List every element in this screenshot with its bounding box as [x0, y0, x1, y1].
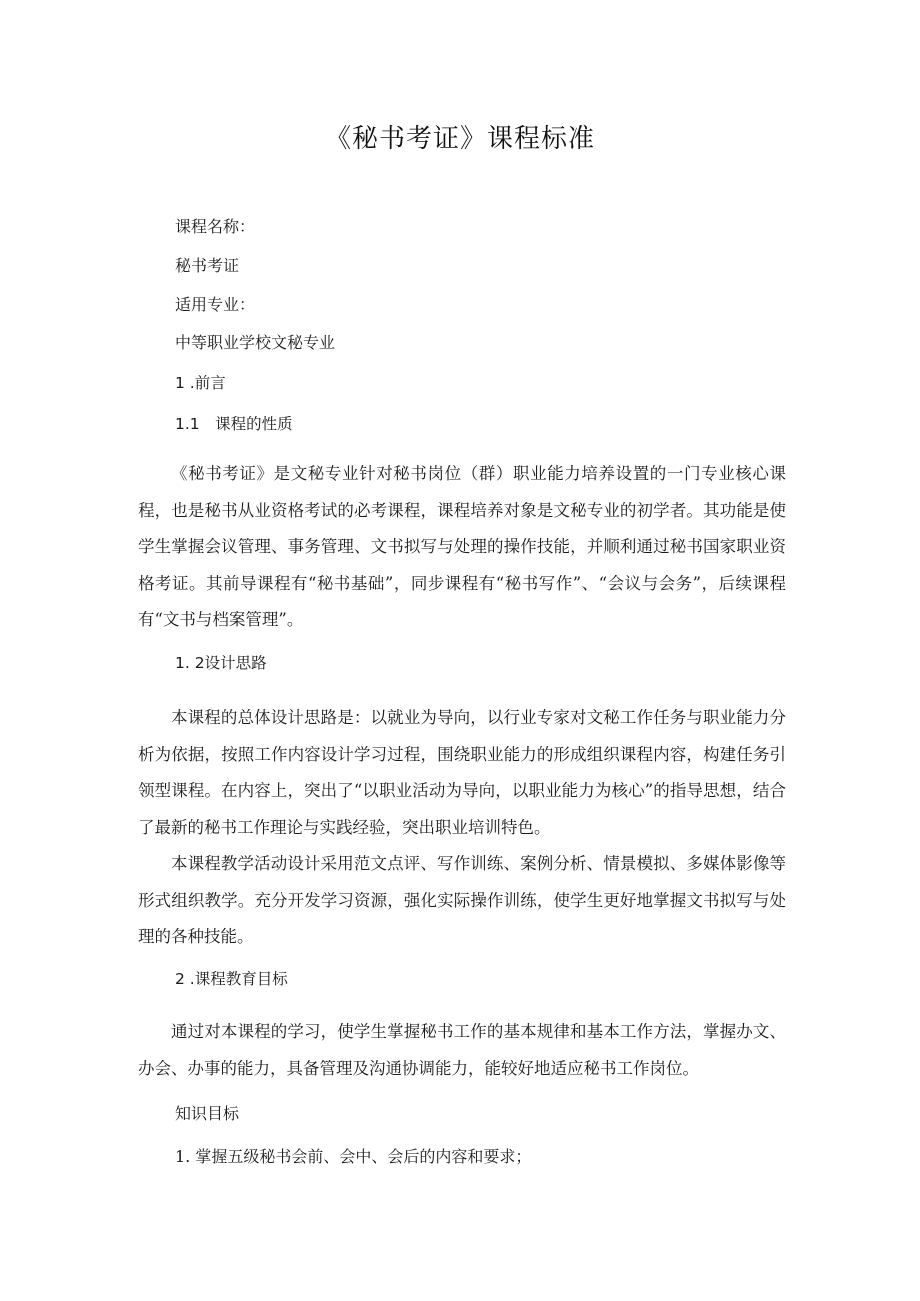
section-1-2-paragraph-2: 本课程教学活动设计采用范文点评、写作训练、案例分析、情景模拟、多媒体影像等形式组织教学。充分开发学习资源，强化实际操作训练，使学生更好地掌握文书拟写与处理的各种技能。	[138, 854, 786, 946]
major-value: 中等职业学校文秘专业	[175, 333, 336, 352]
knowledge-goal-item: 1. 掌握五级秘书会前、会中、会后的内容和要求；	[175, 1147, 532, 1166]
section-2-paragraph: 通过对本课程的学习，使学生掌握秘书工作的基本规律和基本工作方法，掌握办文、办会、办事的能力，具备管理及沟通协调能力，能较好地适应秘书工作岗位。	[138, 1022, 786, 1078]
course-name-label: 课程名称：	[175, 217, 256, 236]
section-1-2-paragraph-1: 本课程的总体设计思路是：以就业为导向，以行业专家对文秘工作任务与职业能力分析为依据，按照工作内容设计学习过程，围绕职业能力的形成组织课程内容，构建任务引领型课程。在内容上，突出了“以职业活动为导向，以职业能力为核心”的指导思想，结合了最新的秘书工作理论与实践经验，突出职业培训特色。	[138, 708, 786, 837]
major-label: 适用专业：	[175, 295, 256, 314]
course-name-value: 秘书考证	[175, 256, 240, 275]
section-2-heading: 2 .课程教育目标	[175, 970, 288, 988]
section-1-2-heading: 1. 2设计思路	[175, 654, 267, 672]
section-1-1-heading: 1.1 课程的性质	[175, 415, 293, 433]
knowledge-goal-label: 知识目标	[175, 1104, 240, 1123]
section-1-1-paragraph: 《秘书考证》是文秘专业针对秘书岗位（群）职业能力培养设置的一门专业核心课程，也是秘书从业资格考试的必考课程，课程培养对象是文秘专业的初学者。其功能是使学生掌握会议管理、事务管理、文书拟写与处理的操作技能，并顺利通过秘书国家职业资格考证。其前导课程有“秘书基础”，同步课程有“秘书写作”、“会议与会务”，后续课程有“文书与档案管理”。	[138, 464, 786, 629]
document-title: 《秘书考证》课程标准	[324, 124, 595, 154]
section-1-heading: 1 .前言	[175, 374, 226, 392]
